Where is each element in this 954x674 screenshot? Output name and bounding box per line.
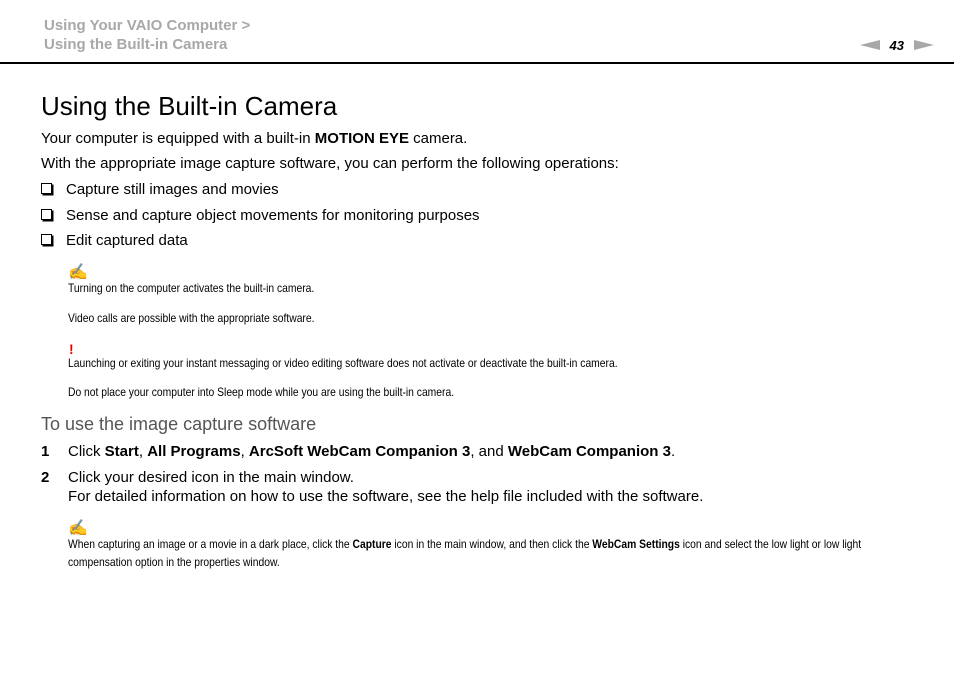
note-text: Video calls are possible with the appropriate software. <box>68 311 315 325</box>
breadcrumb-current: Using the Built-in Camera <box>44 36 228 53</box>
list-item: Edit captured data <box>41 231 188 250</box>
checkbox-bullet-icon <box>41 209 52 220</box>
breadcrumb <box>44 16 250 54</box>
page-title: Using the Built-in Camera <box>41 91 338 121</box>
section-subheading: To use the image capture software <box>41 414 317 434</box>
breadcrumb-parent[interactable]: Using Your VAIO Computer > <box>44 17 251 34</box>
pencil-note-icon: ✍ <box>68 520 88 537</box>
previous-page-icon[interactable] <box>860 40 880 50</box>
operations-intro: With the appropriate image capture software, you can perform the following operations: <box>41 155 619 172</box>
list-item: Sense and capture object movements for monitoring purposes <box>41 206 480 225</box>
note-text: When capturing an image or a movie in a dark place, click the Capture icon in the main window, and then click the WebCam Settings icon and select the low light or low light compensation option in the properties window. <box>68 537 862 569</box>
next-page-icon[interactable] <box>914 40 934 50</box>
header-divider <box>0 62 954 64</box>
warning-icon: ! <box>69 341 74 357</box>
checkbox-bullet-icon <box>41 183 52 194</box>
intro-paragraph: Your computer is equipped with a built-in MOTION EYE camera. <box>41 130 468 147</box>
note-text: Turning on the computer activates the built-in camera. <box>68 281 315 295</box>
checkbox-bullet-icon <box>41 234 52 245</box>
warning-text: Do not place your computer into Sleep mode while you are using the built-in camera. <box>68 385 455 399</box>
page-navigation <box>860 37 934 53</box>
pencil-note-icon: ✍ <box>68 264 88 281</box>
warning-text: Launching or exiting your instant messaging or video editing software does not activate or deactivate the built-in camera. <box>68 356 618 370</box>
page-number: 43 <box>889 37 904 53</box>
list-item: Capture still images and movies <box>41 180 279 199</box>
